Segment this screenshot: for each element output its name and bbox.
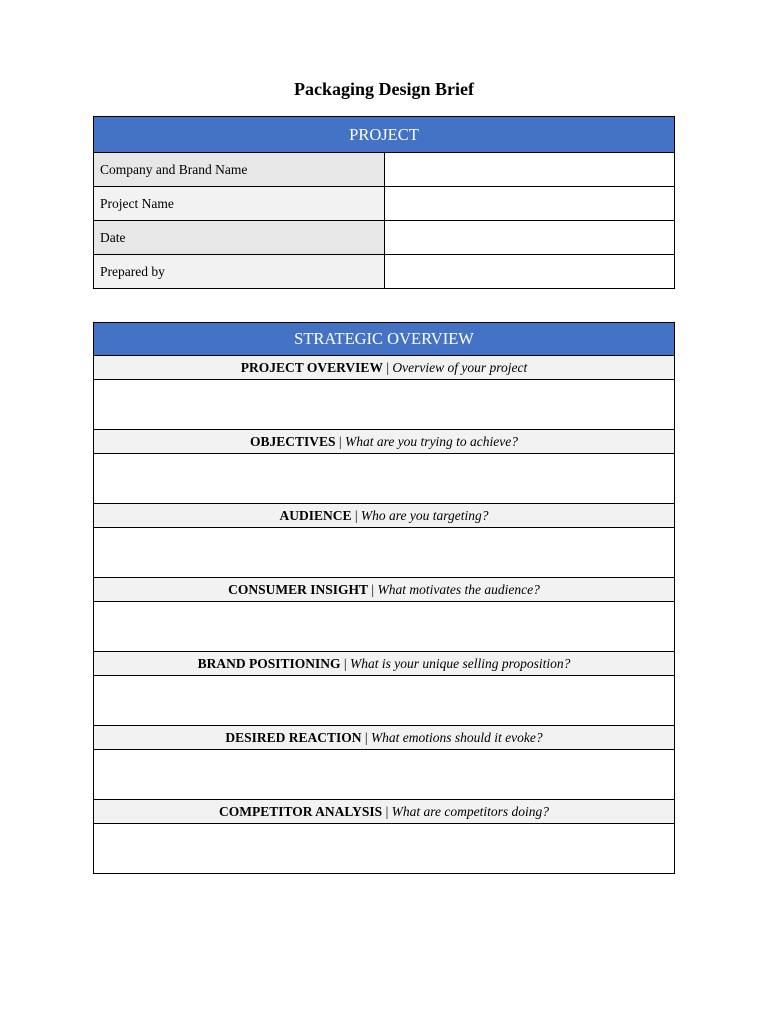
section-separator: | xyxy=(386,359,390,375)
project-row-date xyxy=(94,221,675,255)
audience-answer-field[interactable] xyxy=(94,528,675,578)
project-row-project-name xyxy=(94,187,675,221)
competitor-analysis-answer-field[interactable] xyxy=(94,824,675,874)
section-separator: | xyxy=(364,729,368,745)
date-field[interactable] xyxy=(384,221,675,255)
strategic-overview-header: STRATEGIC OVERVIEW xyxy=(94,323,675,356)
section-heading-competitor-analysis xyxy=(94,800,675,824)
section-hint: Who are you targeting? xyxy=(360,507,489,523)
project-row-prepared-by xyxy=(94,255,675,289)
section-heading-desired-reaction xyxy=(94,726,675,750)
company-brand-label: Company and Brand Name xyxy=(94,153,385,187)
project-overview-answer-field[interactable] xyxy=(94,380,675,430)
section-hint: What emotions should it evoke? xyxy=(370,729,543,745)
section-title: DESIRED REACTION xyxy=(225,729,362,745)
section-hint: Overview of your project xyxy=(392,359,528,375)
section-separator: | xyxy=(371,581,375,597)
consumer-insight-answer-field[interactable] xyxy=(94,602,675,652)
section-title: PROJECT OVERVIEW xyxy=(240,359,383,375)
project-name-field[interactable] xyxy=(384,187,675,221)
section-hint: What is your unique selling proposition? xyxy=(349,655,571,671)
section-hint: What are you trying to achieve? xyxy=(344,433,519,449)
project-header: PROJECT xyxy=(94,117,675,153)
section-title: CONSUMER INSIGHT xyxy=(228,581,369,597)
prepared-by-field[interactable] xyxy=(384,255,675,289)
strategic-overview-table xyxy=(93,322,675,874)
company-brand-field[interactable] xyxy=(384,153,675,187)
section-heading-consumer-insight xyxy=(94,578,675,602)
desired-reaction-answer-field[interactable] xyxy=(94,750,675,800)
date-label: Date xyxy=(94,221,385,255)
prepared-by-label: Prepared by xyxy=(94,255,385,289)
section-separator: | xyxy=(343,655,347,671)
section-separator: | xyxy=(338,433,342,449)
section-heading-brand-positioning xyxy=(94,652,675,676)
section-heading-objectives xyxy=(94,430,675,454)
project-row-company-brand xyxy=(94,153,675,187)
section-title: COMPETITOR ANALYSIS xyxy=(219,803,383,819)
section-title: AUDIENCE xyxy=(279,507,352,523)
section-hint: What motivates the audience? xyxy=(377,581,540,597)
document-title: Packaging Design Brief xyxy=(294,79,474,99)
section-heading-project-overview xyxy=(94,356,675,380)
section-hint: What are competitors doing? xyxy=(391,803,549,819)
section-heading-audience xyxy=(94,504,675,528)
section-title: BRAND POSITIONING xyxy=(197,655,341,671)
brand-positioning-answer-field[interactable] xyxy=(94,676,675,726)
objectives-answer-field[interactable] xyxy=(94,454,675,504)
section-separator: | xyxy=(354,507,358,523)
section-separator: | xyxy=(385,803,389,819)
section-title: OBJECTIVES xyxy=(249,433,336,449)
project-name-label: Project Name xyxy=(94,187,385,221)
project-table xyxy=(93,116,675,289)
